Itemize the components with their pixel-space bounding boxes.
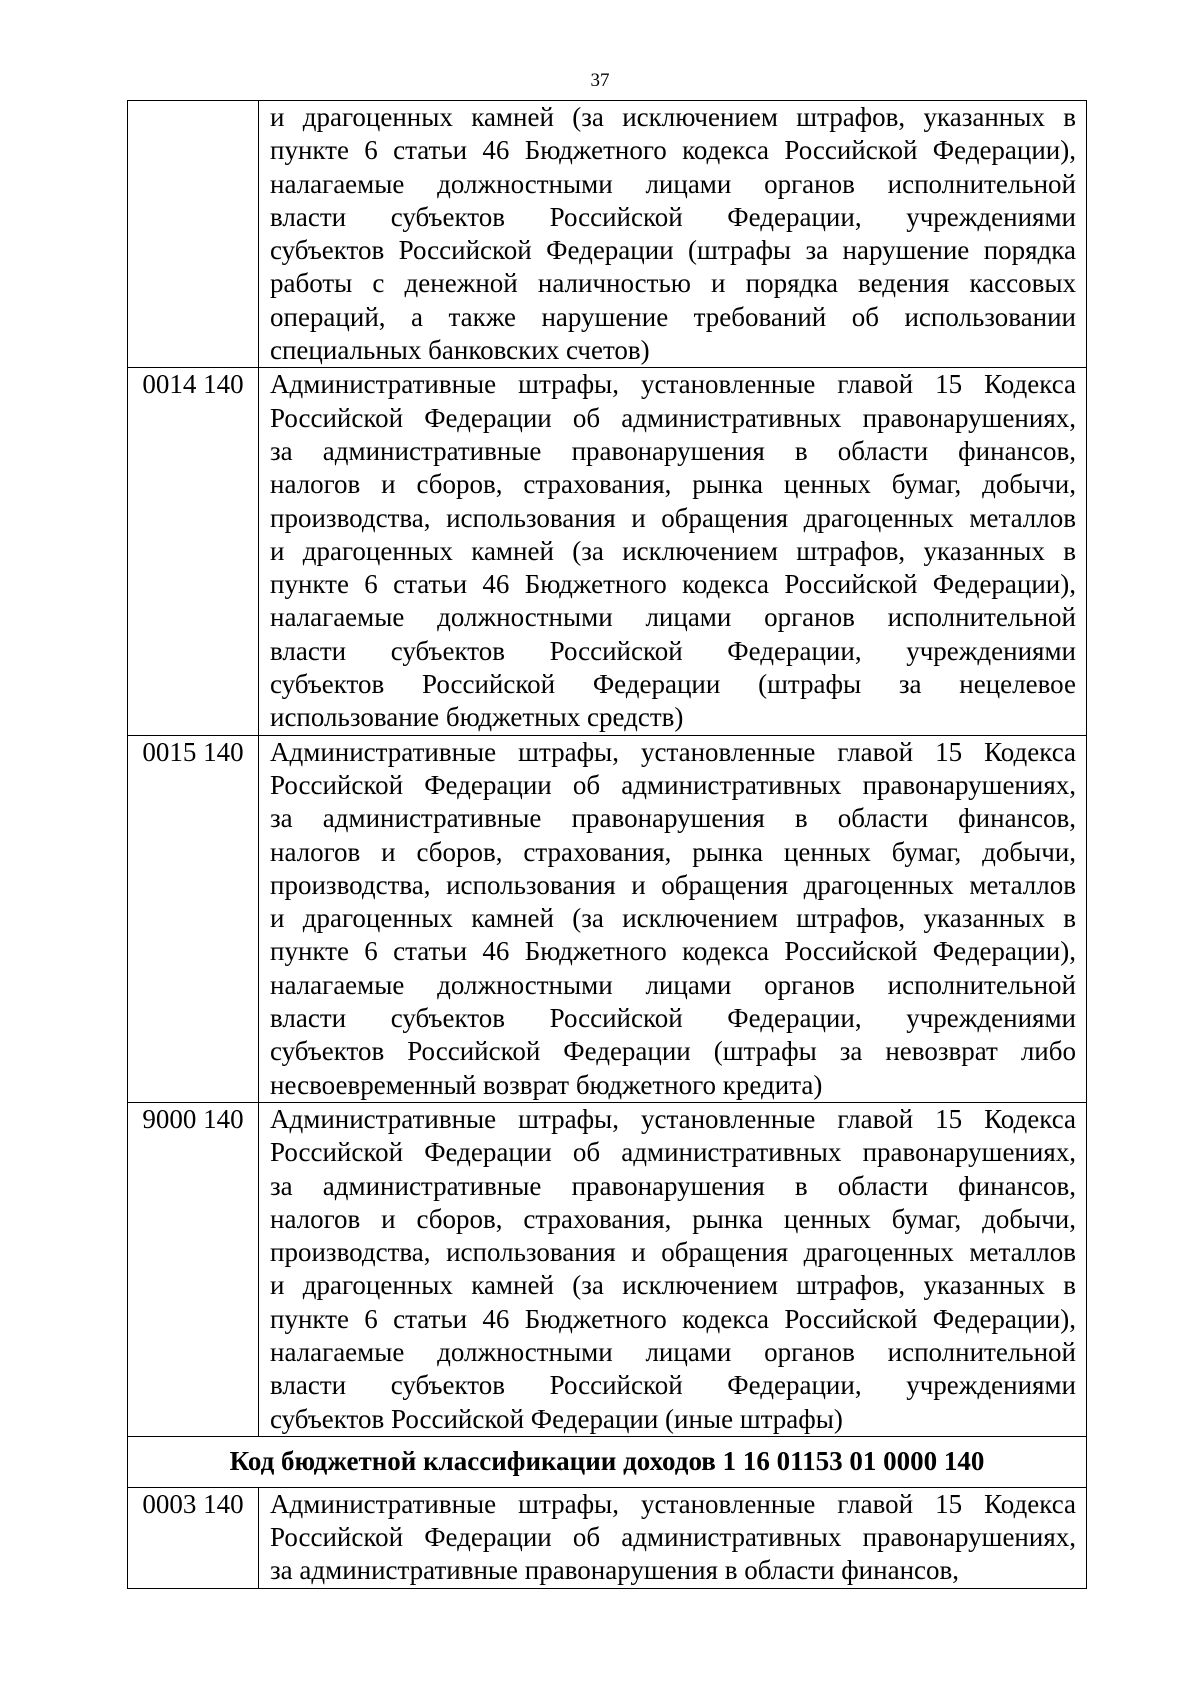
section-heading: Код бюджетной классификации доходов 1 16 01153 01 0000 140 bbox=[128, 1436, 1087, 1487]
description-line: за административные правонарушения в области финансов, bbox=[270, 435, 1076, 466]
description-line: налогов и сборов, страхования, рынка ценных бумаг, добычи, bbox=[270, 469, 1076, 500]
description-line: субъектов Российской Федерации (штрафы за нецелевое bbox=[270, 669, 1076, 700]
description-line: налогов и сборов, страхования, рынка ценных бумаг, добычи, bbox=[270, 836, 1076, 867]
description-line: Российской Федерации об административных правонарушениях, bbox=[270, 402, 1076, 433]
description-line: использование бюджетных средств) bbox=[270, 702, 684, 733]
description-line: пункте 6 статьи 46 Бюджетного кодекса Российской Федерации), bbox=[270, 936, 1076, 967]
description-line: субъектов Российской Федерации (штрафы за нарушение порядка bbox=[270, 235, 1076, 266]
description-line: власти субъектов Российской Федерации, учреждениями bbox=[270, 201, 1076, 232]
description-line: за административные правонарушения в области финансов, bbox=[270, 803, 1076, 834]
description-line: Российской Федерации об административных правонарушениях, bbox=[270, 1137, 1076, 1168]
code-cell bbox=[128, 101, 259, 368]
description-line: за административные правонарушения в области финансов, bbox=[270, 1555, 960, 1586]
description-line: и драгоценных камней (за исключением штрафов, указанных в bbox=[270, 102, 1076, 132]
description-line: и драгоценных камней (за исключением штрафов, указанных в bbox=[270, 535, 1076, 566]
description-cell bbox=[259, 368, 1087, 735]
description-line: несвоевременный возврат бюджетного кредита) bbox=[270, 1069, 823, 1100]
table-row bbox=[128, 101, 1087, 368]
description-line: налагаемые должностными лицами органов исполнительной bbox=[270, 168, 1076, 199]
description-line: и драгоценных камней (за исключением штрафов, указанных в bbox=[270, 903, 1076, 934]
description-line: производства, использования и обращения драгоценных металлов bbox=[270, 1237, 1076, 1268]
description-line: субъектов Российской Федерации (штрафы за невозврат либо bbox=[270, 1036, 1076, 1067]
description-line: работы с денежной наличностью и порядка ведения кассовых bbox=[270, 268, 1076, 299]
description-line: власти субъектов Российской Федерации, учреждениями bbox=[270, 1003, 1076, 1034]
description-line: производства, использования и обращения драгоценных металлов bbox=[270, 869, 1076, 900]
code-cell: 0015 140 bbox=[128, 735, 259, 1102]
table-row bbox=[128, 368, 1087, 735]
description-line: и драгоценных камней (за исключением штрафов, указанных в bbox=[270, 1270, 1076, 1301]
table-row bbox=[128, 1487, 1087, 1588]
code-cell: 0014 140 bbox=[128, 368, 259, 735]
description-line: пункте 6 статьи 46 Бюджетного кодекса Российской Федерации), bbox=[270, 1303, 1076, 1334]
description-line: пункте 6 статьи 46 Бюджетного кодекса Российской Федерации), bbox=[270, 135, 1076, 166]
description-cell bbox=[259, 1487, 1087, 1588]
description-line: Административные штрафы, установленные главой 15 Кодекса bbox=[270, 369, 1076, 400]
description-cell bbox=[259, 735, 1087, 1102]
description-cell bbox=[259, 1102, 1087, 1436]
description-line: налогов и сборов, страхования, рынка ценных бумаг, добычи, bbox=[270, 1203, 1076, 1234]
description-line: операций, а также нарушение требований об использовании bbox=[270, 301, 1076, 332]
description-line: пункте 6 статьи 46 Бюджетного кодекса Российской Федерации), bbox=[270, 569, 1076, 600]
description-line: субъектов Российской Федерации (иные штрафы) bbox=[270, 1403, 843, 1434]
description-cell bbox=[259, 101, 1087, 368]
code-cell: 9000 140 bbox=[128, 1102, 259, 1436]
description-line: власти субъектов Российской Федерации, учреждениями bbox=[270, 635, 1076, 666]
description-line: Административные штрафы, установленные главой 15 Кодекса bbox=[270, 1488, 1076, 1519]
description-line: власти субъектов Российской Федерации, учреждениями bbox=[270, 1370, 1076, 1401]
description-line: производства, использования и обращения драгоценных металлов bbox=[270, 502, 1076, 533]
description-line: Административные штрафы, установленные главой 15 Кодекса bbox=[270, 736, 1076, 767]
code-cell: 0003 140 bbox=[128, 1487, 259, 1588]
description-line: Административные штрафы, установленные главой 15 Кодекса bbox=[270, 1103, 1076, 1134]
page-number: 37 bbox=[590, 70, 610, 91]
description-line: налагаемые должностными лицами органов исполнительной bbox=[270, 602, 1076, 633]
description-line: за административные правонарушения в области финансов, bbox=[270, 1170, 1076, 1201]
description-line: налагаемые должностными лицами органов исполнительной bbox=[270, 969, 1076, 1000]
table-row bbox=[128, 1102, 1087, 1436]
section-heading-row bbox=[128, 1436, 1087, 1487]
description-line: Российской Федерации об административных правонарушениях, bbox=[270, 1522, 1076, 1553]
table-row bbox=[128, 735, 1087, 1102]
classification-table bbox=[127, 100, 1087, 1589]
description-line: специальных банковских счетов) bbox=[270, 335, 650, 366]
description-line: налагаемые должностными лицами органов исполнительной bbox=[270, 1336, 1076, 1367]
description-line: Российской Федерации об административных правонарушениях, bbox=[270, 769, 1076, 800]
